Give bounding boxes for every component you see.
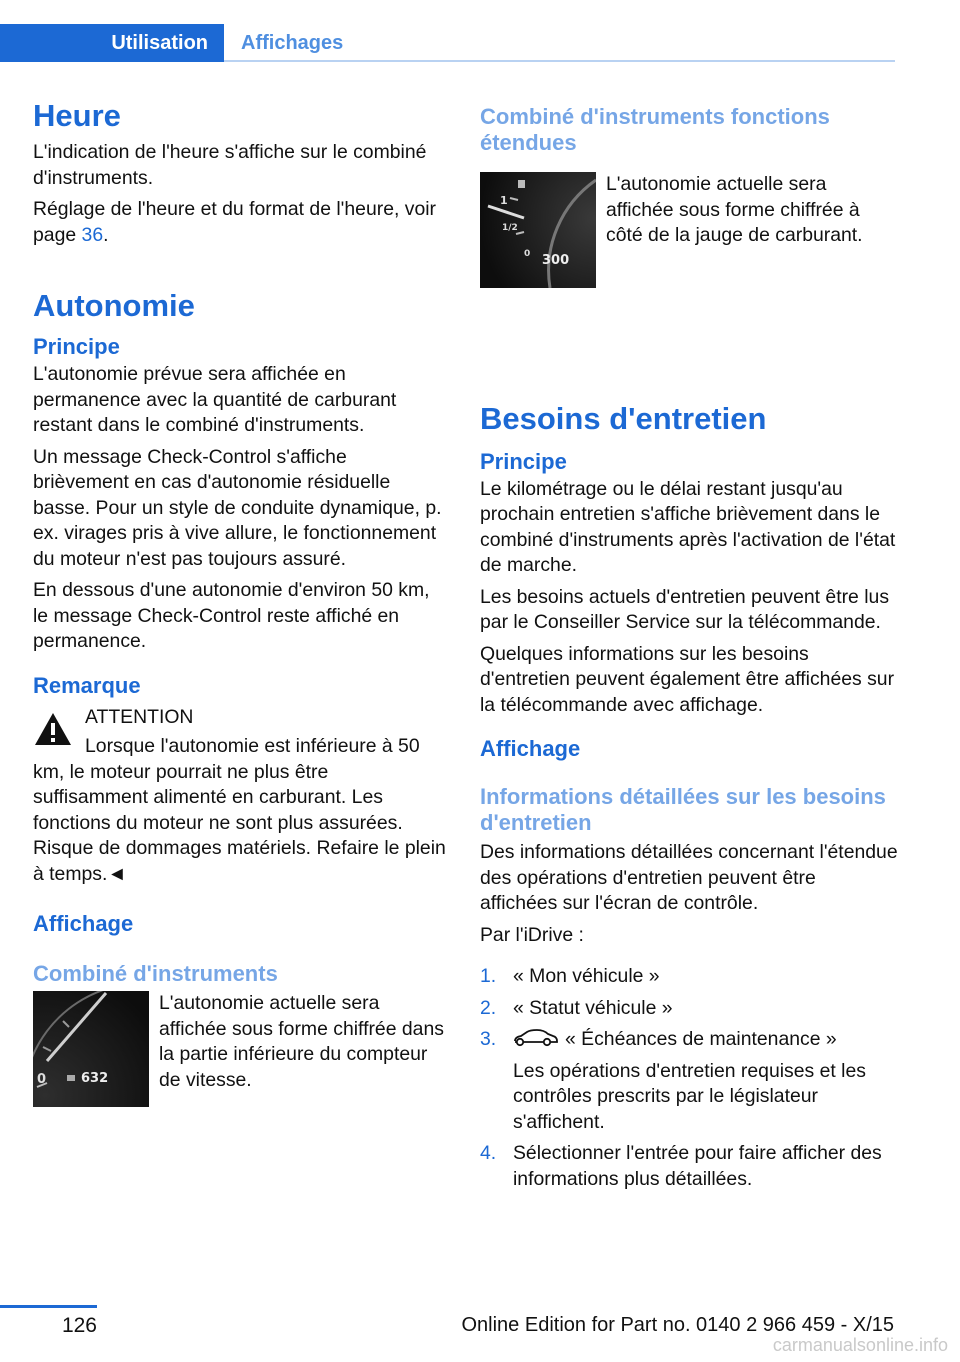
fuel-gauge-empty-label: 0 <box>524 249 531 259</box>
heading-heure: Heure <box>33 98 121 133</box>
warning-block <box>33 705 448 888</box>
heading-fonctions-etendues: Combiné d'instruments fonctions étendues <box>480 104 830 155</box>
page-link-36[interactable]: 36 <box>81 223 104 246</box>
heading-principe-right: Principe <box>480 448 567 474</box>
edition-text: Online Edition for Part no. 0140 2 966 459 - X/15 <box>461 1314 894 1336</box>
fuel-gauge-image <box>480 172 596 288</box>
watermark: carmanualsonline.info <box>772 1335 948 1355</box>
heading-autonomie: Autonomie <box>33 288 195 323</box>
etendues-text-wrap <box>606 172 898 249</box>
page-number: 126 <box>61 1314 97 1337</box>
tab-affichages[interactable]: Affichages <box>241 32 344 54</box>
autonomie-paragraph-1: L'autonomie prévue sera affichée en permanence avec la quantité de carburant restant dans le combiné d'instruments. <box>33 363 397 436</box>
etendues-text: L'autonomie actuelle sera affichée sous forme chiffrée à côté de la jauge de carburant. <box>606 173 863 246</box>
speedometer-range-value: 632 <box>81 1071 109 1086</box>
heading-affichage-left: Affichage <box>33 911 134 936</box>
speedometer-image <box>33 991 149 1107</box>
fuel-gauge-range-value: 300 <box>542 253 570 268</box>
besoins-paragraph-3: Quelques informations sur les besoins d'entretien peuvent également être affichées sur la télécommande avec affichage. <box>480 642 895 716</box>
besoins-paragraph-1: Le kilométrage ou le délai restant jusqu'au prochain entretien s'affiche brièvement dans le combiné d'instruments après l'activation de l'état de marche. <box>480 477 896 576</box>
heading-combine-instruments: Combiné d'instruments <box>33 961 278 986</box>
details-text: Des informations détaillées concernant l'étendue des opérations d'entretien peuvent être affichées sur l'écran de contrôle. <box>480 841 898 914</box>
heading-affichage-right: Affichage <box>480 736 581 761</box>
besoins-paragraph-2: Les besoins actuels d'entretien peuvent être lus par le Conseiller Service sur la télécommande. <box>480 585 890 633</box>
right-column <box>480 104 898 1198</box>
idrive-label: Par l'iDrive : <box>480 923 584 946</box>
fuel-gauge-full-label: 1 <box>500 194 508 207</box>
heure-paragraph-2: Réglage de l'heure et du format de l'heure, voir page 36. <box>33 198 436 246</box>
autonomie-paragraph-3: En dessous d'une autonomie d'environ 50 km, le message Check-Control reste affiché en permanence. <box>33 579 430 652</box>
tab-utilisation[interactable]: Utilisation <box>0 24 224 62</box>
left-column <box>33 96 448 1099</box>
tab-underline <box>224 60 895 62</box>
idrive-steps-list <box>480 964 898 1192</box>
footer-rule <box>0 1305 97 1308</box>
warning-triangle-icon <box>33 711 73 747</box>
step-2: 2. « Statut véhicule » <box>480 996 673 1019</box>
combine-figure-row <box>33 991 448 1093</box>
header-tabbar <box>0 24 895 62</box>
attention-label: ATTENTION <box>85 705 194 728</box>
attention-text: Lorsque l'autonomie est inférieure à 50 km, le moteur pourrait ne plus être suffisamment alimenté en carburant. Les fonctions du moteur ne sont plus assurées. Risque de dommages matériels. Refaire le plein à temps.◄ <box>33 735 446 885</box>
heading-remarque: Remarque <box>33 672 141 698</box>
speedometer-zero-label: 0 <box>37 1072 47 1087</box>
fuel-gauge-half-label: 1/2 <box>502 223 518 233</box>
heure-paragraph-1: L'indication de l'heure s'affiche sur le combiné d'instruments. <box>33 141 427 189</box>
combine-text-wrap <box>159 991 448 1093</box>
heading-informations-detaillees: Informations détaillées sur les besoins d'entretien <box>480 784 886 835</box>
car-icon <box>513 1029 559 1047</box>
etendues-figure-row <box>480 172 898 268</box>
heading-principe: Principe <box>33 334 120 359</box>
step-1: 1. « Mon véhicule » <box>480 965 660 987</box>
step-4: 4. Sélectionner l'entrée pour faire afficher des informations plus détaillées. <box>480 1142 882 1190</box>
step-3-description: Les opérations d'entretien requises et les contrôles prescrits par le législateur s'affichent. <box>513 1059 866 1133</box>
combine-text: L'autonomie actuelle sera affichée sous forme chiffrée dans la partie inférieure du compteur de vitesse. <box>159 992 444 1091</box>
step-3: 3. « Échéances de maintenance » Les opérations d'entretien requises et les contrôles prescrits par le législateur s'affichent. <box>480 1027 898 1135</box>
autonomie-paragraph-2: Un message Check-Control s'affiche brièvement en cas d'autonomie résiduelle basse. Pour un style de conduite dynamique, p. ex. virages pris à vive allure, le fonctionnement du moteur n'est pas toujours assuré. <box>33 445 442 570</box>
heading-besoins-entretien: Besoins d'entretien <box>480 400 767 436</box>
